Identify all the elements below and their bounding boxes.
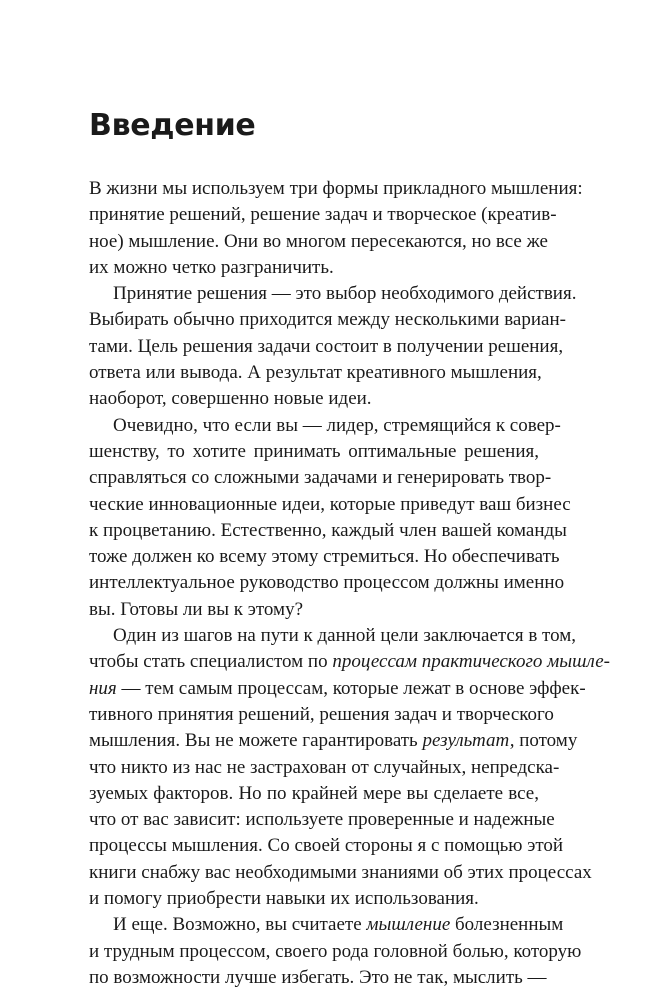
text-line <box>89 465 552 491</box>
text-line <box>89 807 555 833</box>
text-line <box>89 676 586 702</box>
text-line <box>89 307 566 333</box>
text-line <box>89 965 547 991</box>
text-segment: к процветанию. Естественно, каждый член вашей команды <box>89 519 567 541</box>
text-segment: шенству, то хотите принимать оптимальные решения, <box>89 440 539 462</box>
text-segment: — тем самым процессам, которые лежат в основе эффек- <box>116 677 586 699</box>
text-line <box>89 649 610 675</box>
text-segment: Один из шагов на пути к данной цели заключается в том, <box>113 625 577 647</box>
text-segment: справляться со сложными задачами и генерировать твор- <box>89 467 552 489</box>
text-segment: Очевидно, что если вы — лидер, стремящийся к совер- <box>113 414 561 436</box>
text-line <box>89 544 560 570</box>
paragraph <box>89 176 583 281</box>
text-segment: ческие инновационные идеи, которые приведут ваш бизнес <box>89 493 571 515</box>
text-line <box>89 413 561 439</box>
text-line <box>89 229 548 255</box>
text-segment: и помогу приобрести навыки их использования. <box>89 888 479 910</box>
text-line <box>89 912 564 938</box>
text-segment: что никто из нас не застрахован от случайных, непредска- <box>89 756 560 778</box>
chapter-body <box>89 176 610 991</box>
text-segment: В жизни мы используем три формы прикладного мышления: <box>89 178 583 199</box>
text-segment: Принятие решения — это выбор необходимого действия. <box>113 283 577 305</box>
text-line <box>89 492 571 518</box>
text-segment: тивного принятия решений, решения задач и творческого <box>89 703 554 725</box>
text-segment: интеллектуальное руководство процессом должны именно <box>89 572 565 594</box>
text-line <box>89 255 539 281</box>
text-segment: книги снабжу вас необходимыми знаниями об этих процессах <box>89 861 592 883</box>
text-segment: ное) мышление. Они во многом пересекаются, но все же <box>89 230 548 252</box>
text-line <box>89 360 542 386</box>
text-line <box>89 202 557 228</box>
text-segment: Выбирать обычно приходится между несколькими вариан- <box>89 309 566 331</box>
paragraph <box>89 281 577 412</box>
text-line <box>89 728 578 754</box>
text-line <box>89 386 539 412</box>
text-segment: вы. Готовы ли вы к этому? <box>89 598 304 620</box>
text-segment: и трудным процессом, своего рода головной болью, которую <box>89 940 582 962</box>
text-segment: принятие решений, решение задач и творческое (креатив- <box>89 204 557 226</box>
text-line <box>89 860 592 886</box>
text-line <box>89 439 539 465</box>
text-segment: И еще. Возможно, вы считаете <box>113 914 367 936</box>
text-line <box>89 623 577 649</box>
italic-text: процессам практического мышле- <box>332 651 610 673</box>
paragraph <box>89 912 582 991</box>
paragraph <box>89 413 571 623</box>
text-line <box>89 176 583 202</box>
text-segment: чтобы стать специалистом по <box>89 651 333 673</box>
italic-text: мышление <box>366 914 451 936</box>
text-segment: по возможности лучше избегать. Это не так, мыслить — <box>89 966 547 988</box>
text-line <box>89 281 577 307</box>
text-segment: ответа или вывода. А результат креативного мышления, <box>89 362 542 384</box>
text-line <box>89 597 539 623</box>
text-segment: их можно четко разграничить. <box>89 256 334 278</box>
text-line <box>89 334 564 360</box>
chapter-title: Введение <box>89 108 256 143</box>
text-line <box>89 939 582 965</box>
text-segment: тоже должен ко всему этому стремиться. Но обеспечивать <box>89 546 560 568</box>
text-line <box>89 570 565 596</box>
text-line <box>89 833 564 859</box>
text-line <box>89 518 567 544</box>
paragraph <box>89 623 610 912</box>
text-line <box>89 781 539 807</box>
text-line <box>89 886 539 912</box>
text-segment: процессы мышления. Со своей стороны я с помощью этой <box>89 835 564 857</box>
text-segment: мышления. Вы не можете гарантировать <box>89 730 423 752</box>
text-segment: наоборот, совершенно новые идеи. <box>89 388 372 410</box>
text-segment: зуемых факторов. Но по крайней мере вы сделаете все, <box>89 782 539 804</box>
text-segment: болезненным <box>450 914 564 936</box>
text-segment: тами. Цель решения задачи состоит в получении решения, <box>89 335 564 357</box>
italic-text: ния <box>89 677 117 699</box>
text-segment: что от вас зависит: используете проверенные и надежные <box>89 809 555 831</box>
text-segment: потому <box>514 730 578 752</box>
italic-text: результат, <box>422 730 515 752</box>
text-line <box>89 702 554 728</box>
text-line <box>89 755 560 781</box>
